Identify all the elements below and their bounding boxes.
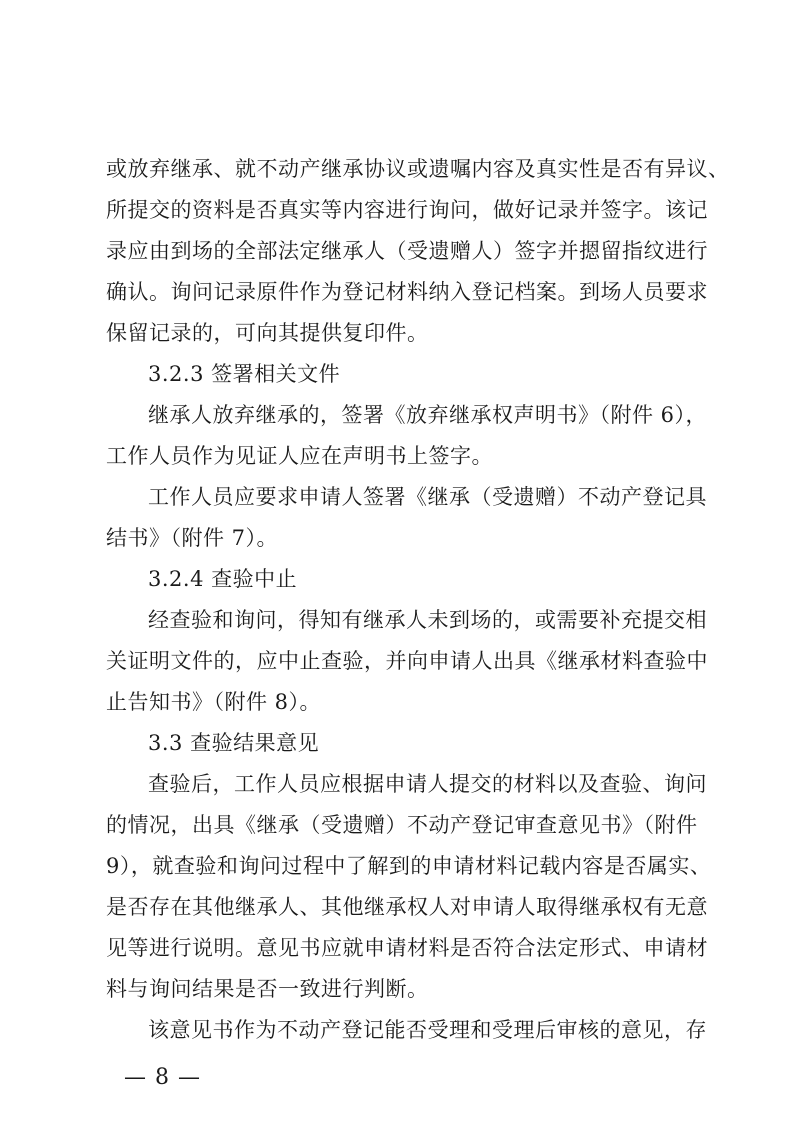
paragraph-line: 或放弃继承、就不动产继承协议或遗嘱内容及真实性是否有异议、: [106, 157, 730, 181]
paragraph-line: 经查验和询问，得知有继承人未到场的，或需要补充提交相: [148, 608, 707, 632]
paragraph-line: 工作人员作为见证人应在声明书上签字。: [106, 444, 493, 468]
paragraph-line: 的情况，出具《继承（受遗赠）不动产登记审查意见书》（附件: [106, 813, 698, 837]
paragraph-line: 是否存在其他继承人、其他继承权人对申请人取得继承权有无意: [106, 895, 708, 919]
paragraph-line: 结书》（附件 7）。: [106, 526, 279, 550]
section-heading-3-2-4: 3.2.4 查验中止: [148, 567, 298, 591]
paragraph-line: 所提交的资料是否真实等内容进行询问，做好记录并签字。该记: [106, 198, 708, 222]
paragraph-line: 确认。询问记录原件作为登记材料纳入登记档案。到场人员要求: [106, 280, 708, 304]
section-heading-3-3: 3.3 查验结果意见: [148, 731, 320, 755]
paragraph-line: 9），就查验和询问过程中了解到的申请材料记载内容是否属实、: [106, 854, 712, 878]
section-heading-3-2-3: 3.2.3 签署相关文件: [148, 362, 341, 386]
paragraph-line: 关证明文件的，应中止查验，并向申请人出具《继承材料查验中: [106, 649, 708, 673]
paragraph-line: 料与询问结果是否一致进行判断。: [106, 977, 429, 1001]
paragraph-line: 查验后，工作人员应根据申请人提交的材料以及查验、询问: [148, 772, 707, 796]
paragraph-line: 工作人员应要求申请人签署《继承（受遗赠）不动产登记具: [148, 485, 707, 509]
paragraph-line: 止告知书》（附件 8）。: [106, 690, 322, 714]
paragraph-line: 保留记录的，可向其提供复印件。: [106, 321, 429, 345]
paragraph-line: 继承人放弃继承的，签署《放弃继承权声明书》（附件 6），: [148, 403, 708, 427]
paragraph-line: 见等进行说明。意见书应就申请材料是否符合法定形式、申请材: [106, 936, 708, 960]
paragraph-line: 该意见书作为不动产登记能否受理和受理后审核的意见，存: [148, 1018, 707, 1042]
paragraph-line: 录应由到场的全部法定继承人（受遗赠人）签字并摁留指纹进行: [106, 239, 708, 263]
page-number: — 8 —: [124, 1065, 201, 1090]
